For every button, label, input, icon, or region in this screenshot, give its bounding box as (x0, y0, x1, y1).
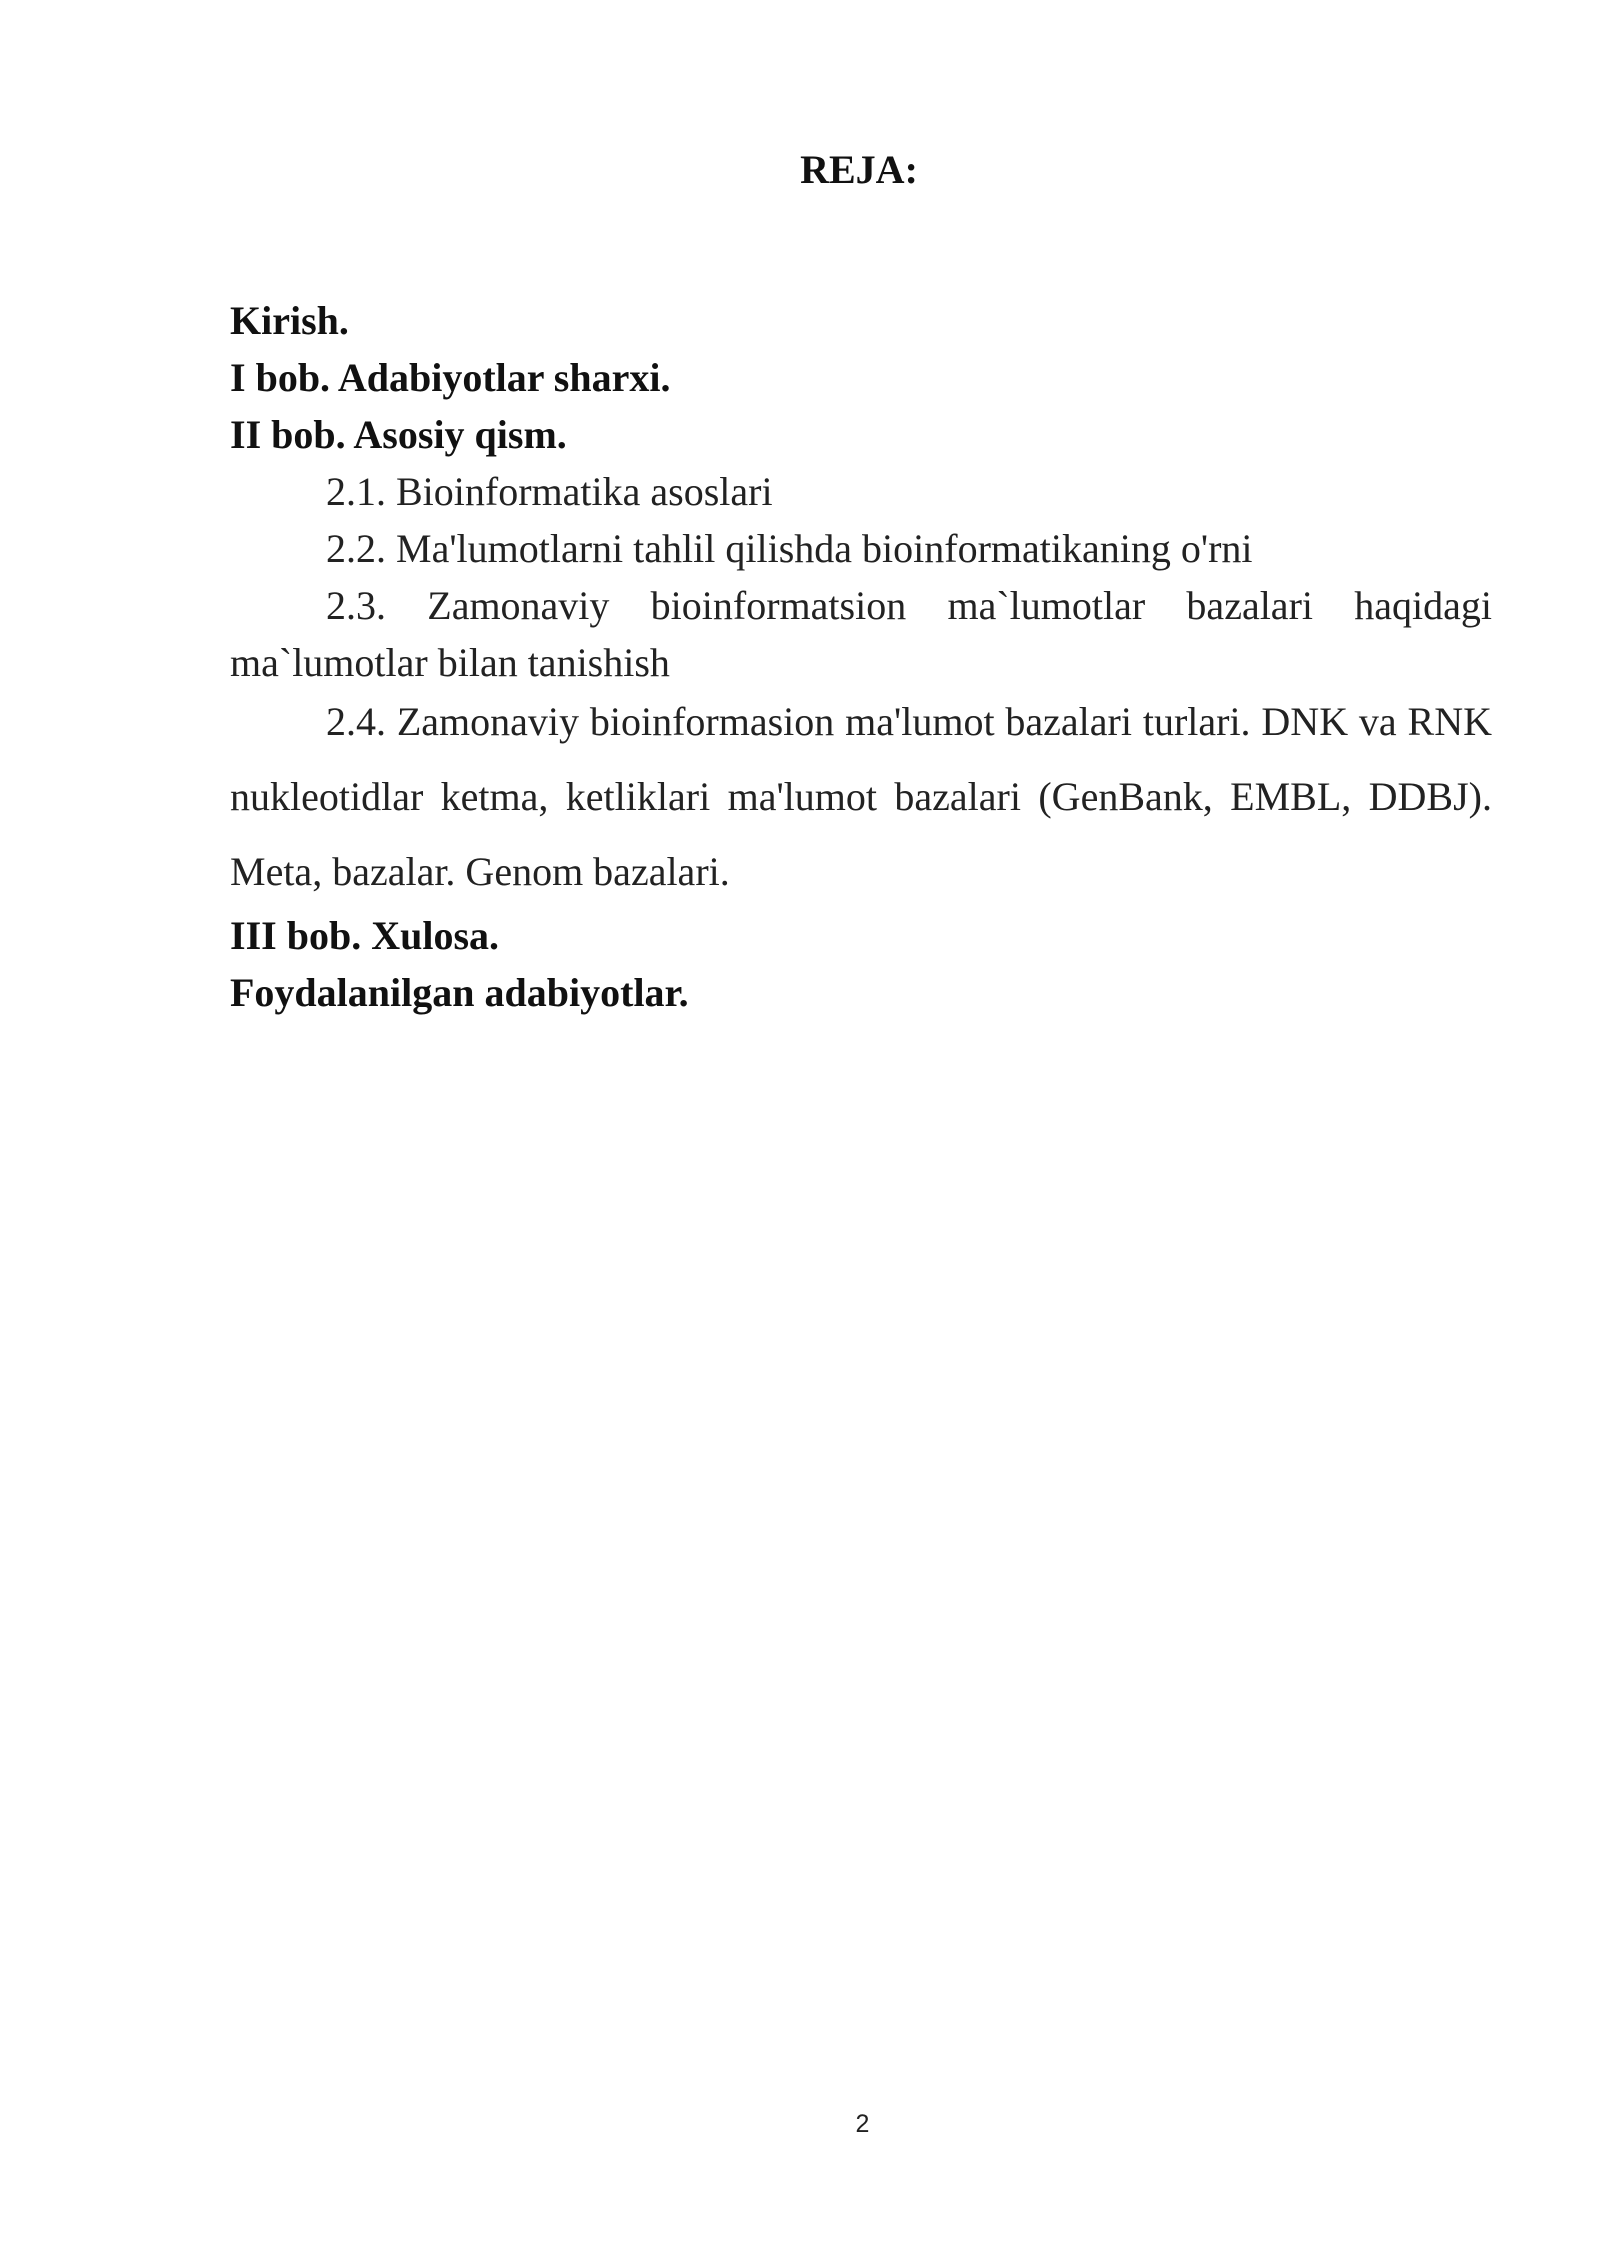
toc-subitem-2-1: 2.1. Bioinformatika asoslari (326, 469, 773, 514)
table-of-contents (230, 292, 1492, 1021)
page-number: 2 (855, 2110, 870, 2138)
toc-item-chapter-2: II bob. Asosiy qism. (230, 412, 567, 457)
page-title: REJA: (800, 147, 918, 192)
toc-item-references: Foydalanilgan adabiyotlar. (230, 970, 689, 1015)
toc-subitem-2-3: 2.3. Zamonaviy bioinformatsion ma`lumotlar bazalari haqidagi ma`lumotlar bilan tanishish (230, 583, 1492, 685)
toc-item-introduction: Kirish. (230, 298, 349, 343)
toc-item-chapter-3: III bob. Xulosa. (230, 913, 500, 958)
toc-item-chapter-1: I bob. Adabiyotlar sharxi. (230, 355, 671, 400)
toc-subitem-2-2: 2.2. Ma'lumotlarni tahlil qilishda bioinformatikaning o'rni (326, 526, 1253, 571)
toc-subitem-2-4: 2.4. Zamonaviy bioinformasion ma'lumot bazalari turlari. DNK va RNK nukleotidlar ketma, ketliklari ma'lumot bazalari (GenBank, EMBL, DDBJ). Meta, bazalar. Genom bazalari. (230, 699, 1492, 894)
